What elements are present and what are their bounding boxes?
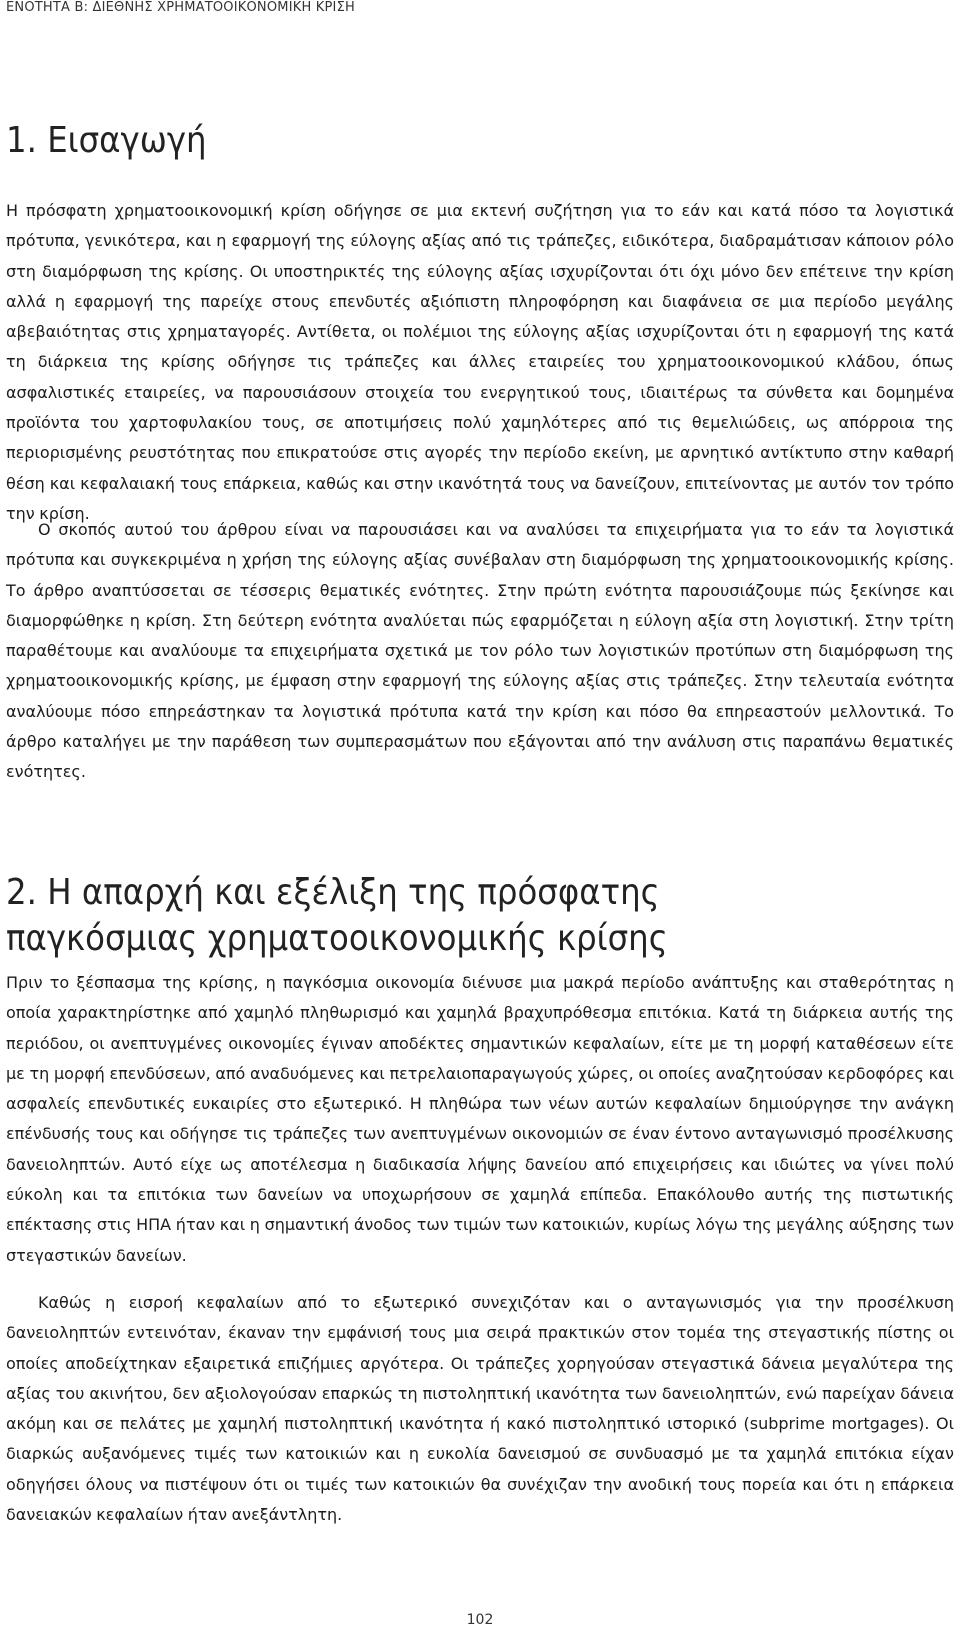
section-1-paragraph-1: Η πρόσφατη χρηματοοικονομική κρίση οδήγησε σε μια εκτενή συζήτηση για το εάν και κατά πόσο τα λογιστικά πρότυπα, γενικότερα, και η εφαρμογή της εύλογης αξίας από τις τράπεζες, ειδικότερα, διαδραμάτισαν κάποιον ρόλο στη διαμόρφωση της κρίσης. Οι υποστηρικτές της εύλογης αξίας ισχυρίζονται ότι όχι μόνο δεν επέτεινε την κρίση αλλά η εφαρμογή της παρείχε στους επενδυτές αξιόπιστη πληροφόρηση και διαφάνεια σε μια περίοδο μεγάλης αβεβαιότητας στις χρηματαγορές. Αντίθετα, οι πολέμιοι της εύλογης αξίας ισχυρίζονται ότι η εφαρμογή της κατά τη διάρκεια της κρίσης οδήγησε τις τράπεζες και άλλες εταιρείες του χρηματοοικονομικού κλάδου, όπως ασφαλιστικές εταιρείες, να παρουσιάσουν στοιχεία του ενεργητικού τους, ιδιαιτέρως τα σύνθετα και δομημένα προϊόντα του χαρτοφυλακίου τους, σε αποτιμήσεις πολύ χαμηλότερες από τις θεμελιώδεις, ως απόρροια της περιορισμένης ρευστότητας που επικρατούσε στις αγορές την περίοδο εκείνη, με αρνητικό αντίκτυπο στην καθαρή θέση και κεφαλαιακή τους επάρκεια, καθώς και στην ικανότητά τους να δανείζουν, επιτείνοντας με αυτόν τον τρόπο την κρίση. bbox=[6, 201, 954, 523]
section-2-title: 2. Η απαρχή και εξέλιξη της πρόσφατης παγκόσμιας χρηματοοικονομικής κρίσης bbox=[6, 872, 668, 959]
section-2-paragraph-2: Καθώς η εισροή κεφαλαίων από το εξωτερικό συνεχιζόταν και ο ανταγωνισμός για την προσέλκυση δανειοληπτών εντεινόταν, έκαναν την εμφάνισή τους μια σειρά πρακτικών στον τομέα της στεγαστικής πίστης οι οποίες αποδείχτηκαν εξαιρετικά επιζήμιες αργότερα. Οι τράπεζες χορηγούσαν στεγαστικά δάνεια μεγαλύτερα της αξίας του ακινήτου, δεν αξιολογούσαν επαρκώς τη πιστοληπτική ικανότητα των δανειοληπτών, ενώ παρείχαν δάνεια ακόμη και σε πελάτες με χαμηλή πιστοληπτική ικανότητα ή κακό πιστοληπτικό ιστορικό (subprime mortgages). Οι διαρκώς αυξανόμενες τιμές των κατοικιών και η ευκολία δανεισμού σε συνδυασμό με τα χαμηλά επιτόκια είχαν οδηγήσει όλους να πιστέψουν ότι οι τιμές των κατοικιών θα συνέχιζαν την ανοδική τους πορεία και ότι η επάρκεια δανειακών κεφαλαίων ήταν ανεξάντλητη. bbox=[6, 1293, 954, 1525]
section-2-paragraph-1: Πριν το ξέσπασμα της κρίσης, η παγκόσμια οικονομία διένυσε μια μακρά περίοδο ανάπτυξης και σταθερότητας η οποία χαρακτηρίστηκε από χαμηλό πληθωρισμό και χαμηλά βραχυπρόθεσμα επιτόκια. Κατά τη διάρκεια αυτής της περιόδου, οι ανεπτυγμένες οικονομίες έγιναν αποδέκτες σημαντικών κεφαλαίων, είτε με τη μορφή καταθέσεων είτε με τη μορφή επενδύσεων, από αναδυόμενες και πετρελαιοπαραγωγούς χώρες, οι οποίες αναζητούσαν κερδοφόρες και ασφαλείς επενδυτικές ευκαιρίες στο εξωτερικό. Η πληθώρα των νέων αυτών κεφαλαίων δημιούργησε την ανάγκη επένδυσής τους και οδήγησε τις τράπεζες των ανεπτυγμένων οικονομιών σε έναν έντονο ανταγωνισμό προσέλκυσης δανειοληπτών. Αυτό είχε ως αποτέλεσμα η διαδικασία λήψης δανείου από επιχειρήσεις και ιδιώτες να γίνει πολύ εύκολη και τα επιτόκια των δανείων να υποχωρήσουν σε χαμηλά επίπεδα. Επακόλουθο αυτής της πιστωτικής επέκτασης στις ΗΠΑ ήταν και η σημαντική άνοδος των τιμών των κατοικιών, κυρίως λόγω της μεγάλης αύξησης των στεγαστικών δανείων. bbox=[6, 973, 954, 1265]
section-1-paragraph-2: Ο σκοπός αυτού του άρθρου είναι να παρουσιάσει και να αναλύσει τα επιχειρήματα για το εάν τα λογιστικά πρότυπα και συγκεκριμένα η χρήση της εύλογης αξίας συνέβαλαν στη διαμόρφωση της χρηματοοικονομικής κρίσης. Το άρθρο αναπτύσσεται σε τέσσερις θεματικές ενότητες. Στην πρώτη ενότητα παρουσιάζουμε πώς ξεκίνησε και διαμορφώθηκε η κρίση. Στη δεύτερη ενότητα αναλύεται πώς εφαρμόζεται η εύλογη αξία στη λογιστική. Στην τρίτη παραθέτουμε και αναλύουμε τα επιχειρήματα σχετικά με τον ρόλο των λογιστικών προτύπων στη διαμόρφωση της χρηματοοικονομικής κρίσης, με έμφαση στην εφαρμογή της εύλογης αξίας στις τράπεζες. Στην τελευταία ενότητα αναλύουμε πόσο επηρεάστηκαν τα λογιστικά πρότυπα κατά την κρίση και πόσο θα επηρεαστούν μελλοντικά. Το άρθρο καταλήγει με την παράθεση των συμπερασμάτων που εξάγονται από την ανάλυση στις παραπάνω θεματικές ενότητες. bbox=[6, 520, 954, 782]
page-number: 102 bbox=[466, 1612, 494, 1628]
section-1-title: 1. Εισαγωγή bbox=[6, 120, 207, 161]
running-header: ΕΝΟΤΗΤΑ Β: ΔΙΕΘΝΗΣ ΧΡΗΜΑΤΟΟΙΚΟΝΟΜΙΚΗ ΚΡΙΣΗ bbox=[6, 0, 355, 15]
